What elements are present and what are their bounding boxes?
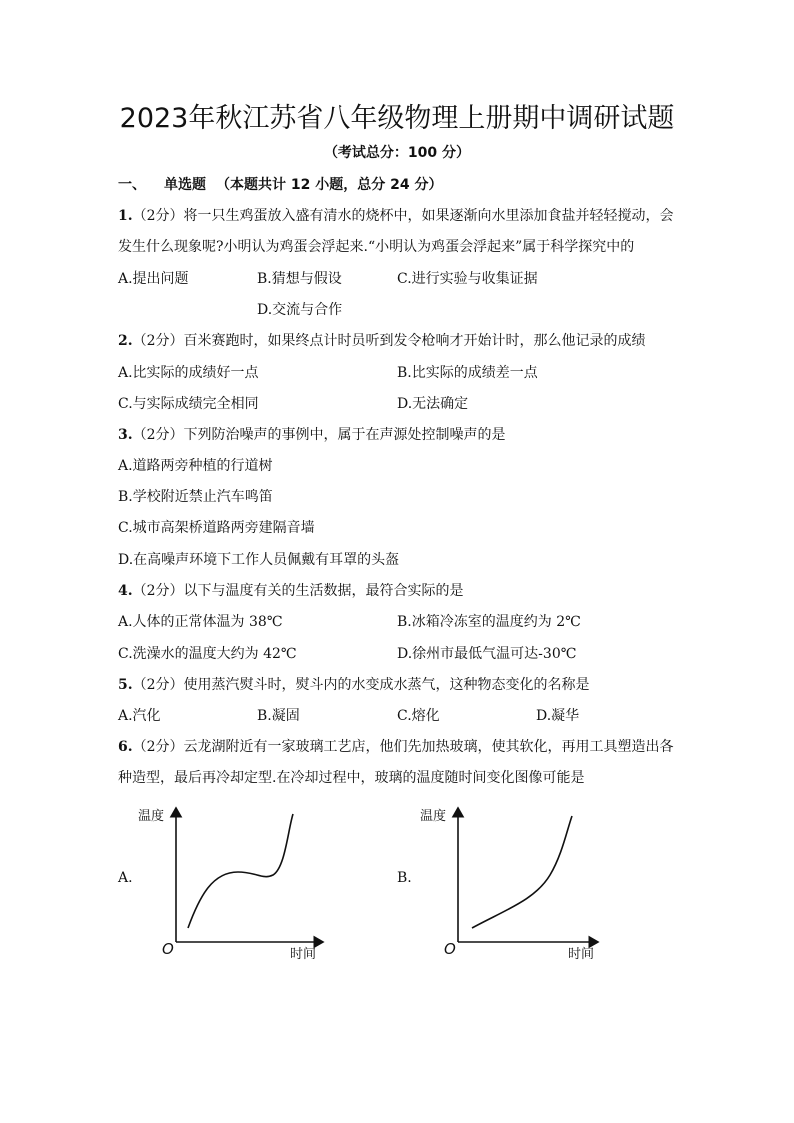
option-a: A.道路两旁种植的行道树 xyxy=(118,458,273,474)
section-info: （本题共计 12 小题，总分 24 分） xyxy=(216,177,443,193)
question-text: 云龙湖附近有一家玻璃工艺店，他们先加热玻璃，使其软化，再用工具塑造出各 xyxy=(183,739,674,755)
question-1-line2: 发生什么现象呢?小明认为鸡蛋会浮起来.“小明认为鸡蛋会浮起来”属于科学探究中的 xyxy=(118,239,635,255)
option-c: C.熔化 xyxy=(397,708,440,724)
graph-a xyxy=(128,800,328,965)
page-title: 2023年秋江苏省八年级物理上册期中调研试题 xyxy=(119,103,675,134)
question-6-line2: 种造型，最后再冷却定型.在冷却过程中，玻璃的温度随时间变化图像可能是 xyxy=(118,770,585,786)
option-a: A. xyxy=(118,870,133,886)
option-c: C.与实际成绩完全相同 xyxy=(118,396,259,412)
question-number: 4. xyxy=(118,583,133,599)
option-d: D.在高噪声环境下工作人员佩戴有耳罩的头盔 xyxy=(118,552,400,568)
option-b: B.比实际的成绩差一点 xyxy=(397,365,538,381)
question-text: 将一只生鸡蛋放入盛有清水的烧杯中，如果逐渐向水里添加食盐并轻轻搅动，会 xyxy=(183,208,674,224)
curve-b xyxy=(472,816,572,928)
question-text: 下列防治噪声的事例中，属于在声源处控制噪声的是 xyxy=(183,427,506,443)
question-score: （2分） xyxy=(132,677,184,693)
question-5 xyxy=(118,675,590,695)
x-axis-label: 时间 xyxy=(568,947,595,962)
section-header xyxy=(118,175,442,195)
question-text: 使用蒸汽熨斗时，熨斗内的水变成水蒸气，这种物态变化的名称是 xyxy=(183,677,590,693)
option-d: D.凝华 xyxy=(536,708,580,724)
question-score: （2分） xyxy=(132,333,184,349)
origin-label: O xyxy=(444,940,456,958)
option-a: A.提出问题 xyxy=(118,271,189,287)
curve-a xyxy=(188,814,293,928)
option-a: A.人体的正常体温为 38℃ xyxy=(118,614,283,630)
question-number: 6. xyxy=(118,739,133,755)
option-b: B.学校附近禁止汽车鸣笛 xyxy=(118,489,273,505)
question-1 xyxy=(118,206,674,226)
question-6 xyxy=(118,737,674,757)
option-b: B.猜想与假设 xyxy=(257,271,342,287)
section-label: 一、 xyxy=(118,177,146,193)
question-text: 百米赛跑时，如果终点计时员听到发令枪响才开始计时，那么他记录的成绩 xyxy=(183,333,646,349)
page-subtitle: （考试总分：100 分） xyxy=(323,145,471,161)
y-axis-label: 温度 xyxy=(138,809,165,824)
question-text: 以下与温度有关的生活数据，最符合实际的是 xyxy=(183,583,464,599)
option-b: B.凝固 xyxy=(257,708,300,724)
question-score: （2分） xyxy=(132,208,184,224)
option-a: A.汽化 xyxy=(118,708,161,724)
option-a: A.比实际的成绩好一点 xyxy=(118,365,259,381)
question-number: 5. xyxy=(118,677,133,693)
option-b: B.冰箱冷冻室的温度约为 2℃ xyxy=(397,614,581,630)
option-c: C.洗澡水的温度大约为 42℃ xyxy=(118,646,297,662)
question-number: 2. xyxy=(118,333,133,349)
origin-label: O xyxy=(162,940,174,958)
option-b: B. xyxy=(397,870,412,886)
option-d: D.无法确定 xyxy=(397,396,469,412)
option-c: C.城市高架桥道路两旁建隔音墙 xyxy=(118,520,315,536)
question-number: 1. xyxy=(118,208,133,224)
question-4 xyxy=(118,581,464,601)
question-score: （2分） xyxy=(132,583,184,599)
question-3 xyxy=(118,425,506,445)
y-axis-label: 温度 xyxy=(420,809,447,824)
option-d: D.交流与合作 xyxy=(257,302,343,318)
question-number: 3. xyxy=(118,427,133,443)
graph-b xyxy=(410,800,610,965)
option-d: D.徐州市最低气温可达-30℃ xyxy=(397,646,577,662)
x-axis-label: 时间 xyxy=(290,947,317,962)
section-name: 单选题 xyxy=(164,177,206,193)
question-score: （2分） xyxy=(132,427,184,443)
question-2 xyxy=(118,331,646,351)
option-c: C.进行实验与收集证据 xyxy=(397,271,538,287)
question-score: （2分） xyxy=(132,739,184,755)
